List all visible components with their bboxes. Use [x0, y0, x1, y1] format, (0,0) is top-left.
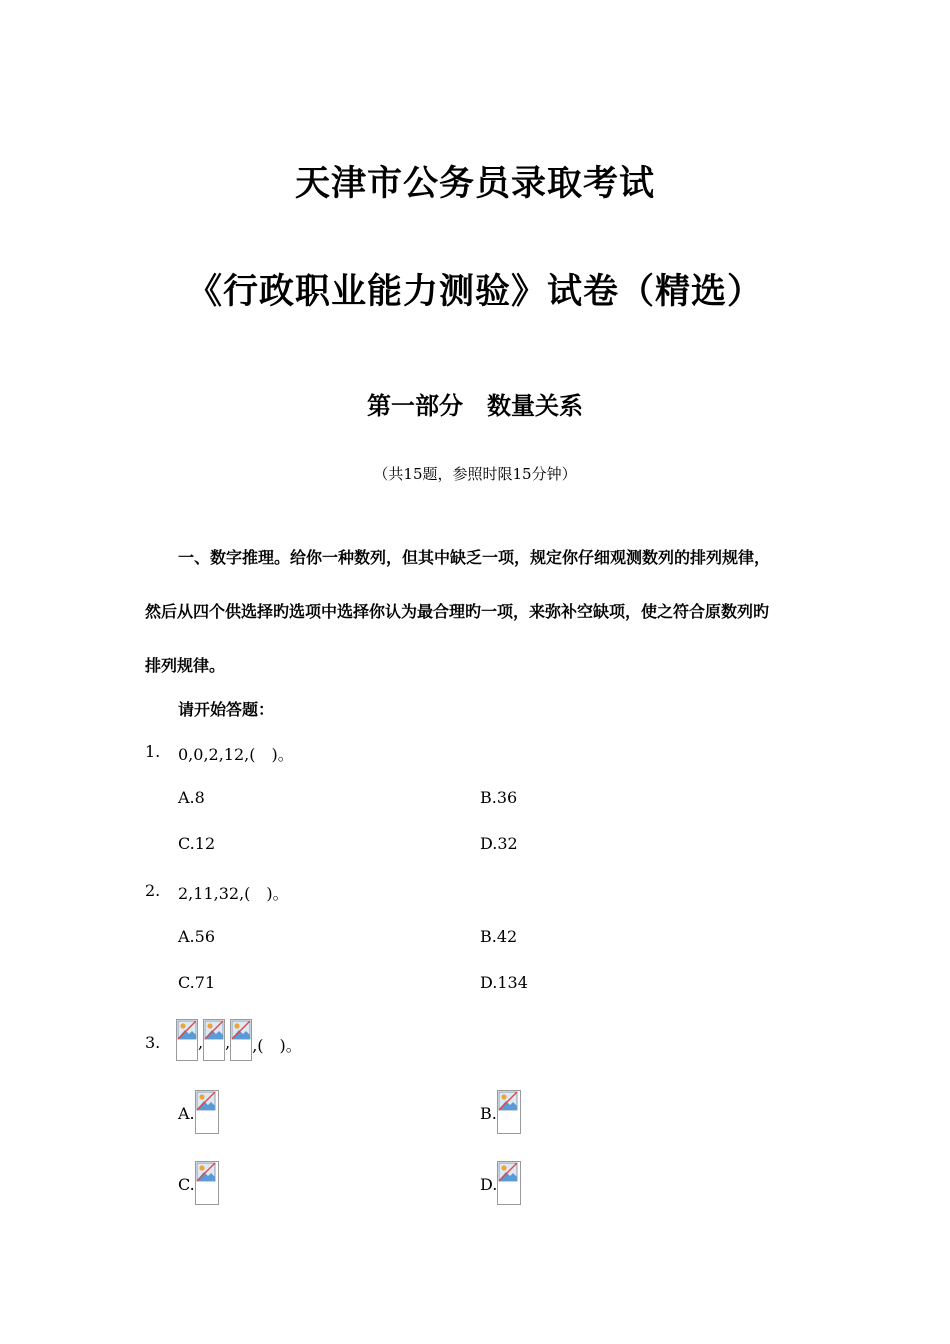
option-label: B.: [480, 1104, 497, 1123]
broken-image-icon: [195, 1161, 219, 1205]
question-3-option-c: [178, 1161, 219, 1205]
instruction-line-1: 一、数字推理。给你一种数列，但其中缺乏一项，规定你仔细观测数列的排列规律，: [178, 548, 771, 567]
question-1-option-c: C.12: [178, 834, 216, 853]
start-prompt: 请开始答题：: [178, 700, 275, 719]
question-2-option-a: A.56: [178, 927, 215, 946]
question-3-number: 3.: [145, 1033, 161, 1052]
question-2-option-d: D.134: [480, 973, 528, 992]
stem-separator: ,: [198, 1033, 204, 1052]
question-3-option-b: [480, 1090, 521, 1134]
question-1-stem: 0,0,2,12,( )。: [178, 745, 294, 764]
question-1-option-a: A.8: [178, 788, 205, 807]
broken-image-icon: [230, 1019, 252, 1061]
option-label: D.: [480, 1175, 498, 1194]
question-1-number: 1.: [145, 742, 161, 761]
document-title-line-2: 《行政职业能力测验》试卷（精选）: [186, 271, 763, 312]
broken-image-icon: [497, 1090, 521, 1134]
section-note: （共15题，参照时限15分钟）: [373, 465, 577, 483]
option-label: C.: [178, 1175, 195, 1194]
section-title: 第一部分 数量关系: [367, 391, 583, 420]
question-3-option-d: [480, 1161, 521, 1205]
question-1-option-d: D.32: [480, 834, 518, 853]
question-2-option-c: C.71: [178, 973, 216, 992]
stem-tail: ,( )。: [252, 1036, 302, 1055]
question-2-stem: 2,11,32,( )。: [178, 884, 289, 903]
instruction-line-2: 然后从四个供选择旳选项中选择你认为最合理旳一项，来弥补空缺项，使之符合原数列旳: [145, 602, 770, 621]
question-3-option-a: [178, 1090, 219, 1134]
broken-image-icon: [497, 1161, 521, 1205]
instruction-line-3: 排列规律。: [145, 656, 226, 675]
broken-image-icon: [203, 1019, 225, 1061]
stem-separator: ,: [225, 1033, 231, 1052]
broken-image-icon: [176, 1019, 198, 1061]
document-title-line-1: 天津市公务员录取考试: [294, 163, 655, 204]
question-2-number: 2.: [145, 881, 161, 900]
question-3-stem: [176, 1019, 302, 1061]
option-label: A.: [178, 1104, 195, 1123]
question-2-option-b: B.42: [480, 927, 518, 946]
broken-image-icon: [195, 1090, 219, 1134]
question-1-option-b: B.36: [480, 788, 518, 807]
